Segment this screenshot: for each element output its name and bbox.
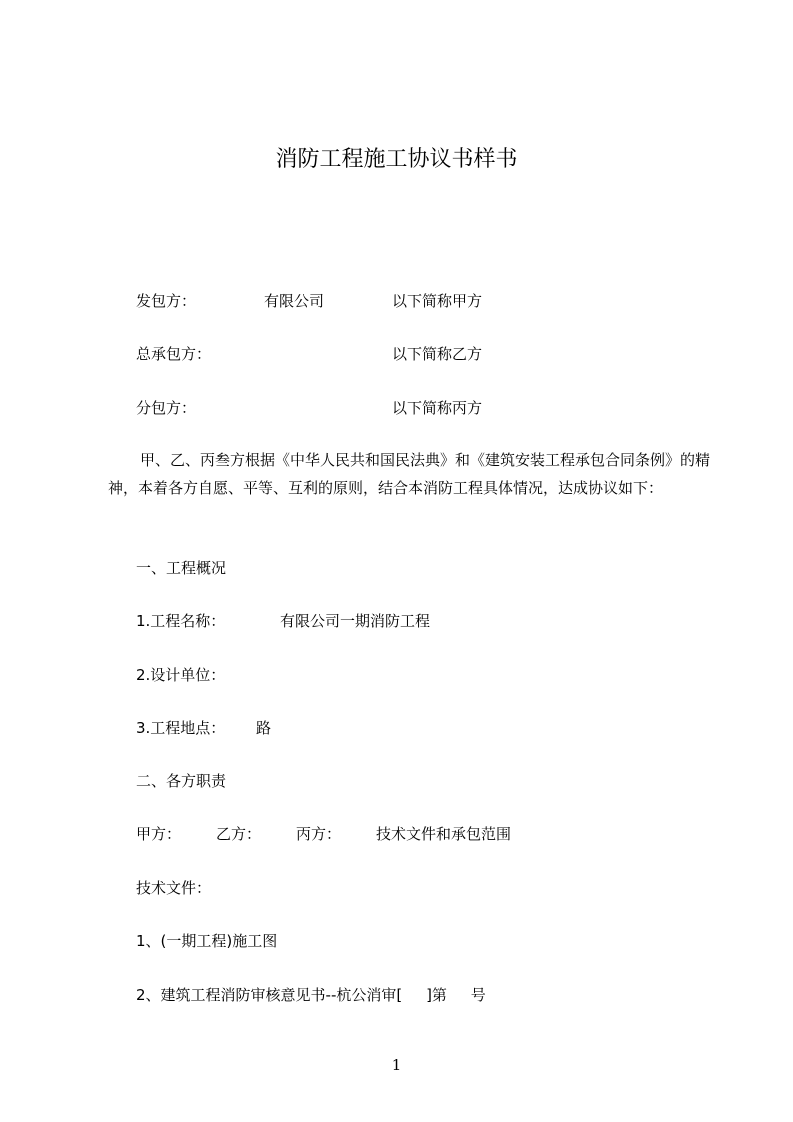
project-name-label: 1.工程名称： <box>136 612 226 630</box>
party-label-general-contractor: 总承包方： <box>136 345 212 363</box>
role-party-c: 丙方： <box>296 825 342 843</box>
project-name-value: 有限公司一期消防工程 <box>280 612 431 630</box>
section2-heading: 二、各方职责 <box>136 772 227 790</box>
design-unit-label: 2.设计单位： <box>136 666 226 684</box>
tech-docs-heading: 技术文件： <box>136 879 212 897</box>
party-alias-general-contractor: 以下简称乙方 <box>392 345 483 363</box>
section1-heading: 一、工程概况 <box>136 559 227 577</box>
tech-doc-item: 2、建筑工程消防审核意见书--杭公消审[ ]第 号 <box>136 986 486 1004</box>
role-party-a: 甲方： <box>136 825 182 843</box>
tech-doc-item: 1、(一期工程)施工图 <box>136 932 278 950</box>
intro-paragraph: 甲、乙、丙叁方根据《中华人民共和国民法典》和《建筑安装工程承包合同条例》的精神，本着各方自愿、平等、互利的原则，结合本消防工程具体情况，达成协议如下： <box>108 451 711 497</box>
roles-tail: 技术文件和承包范围 <box>376 825 512 843</box>
document-title: 消防工程施工协议书样书 <box>275 147 518 172</box>
role-party-b: 乙方： <box>216 825 262 843</box>
page-number: 1 <box>391 1056 402 1074</box>
project-location-value: 路 <box>256 719 272 737</box>
party-name-employer: 有限公司 <box>264 292 325 310</box>
party-label-employer: 发包方： <box>136 292 197 310</box>
party-alias-employer: 以下简称甲方 <box>392 292 483 310</box>
project-location-label: 3.工程地点： <box>136 719 226 737</box>
party-alias-subcontractor: 以下简称丙方 <box>392 399 483 417</box>
party-label-subcontractor: 分包方： <box>136 399 197 417</box>
